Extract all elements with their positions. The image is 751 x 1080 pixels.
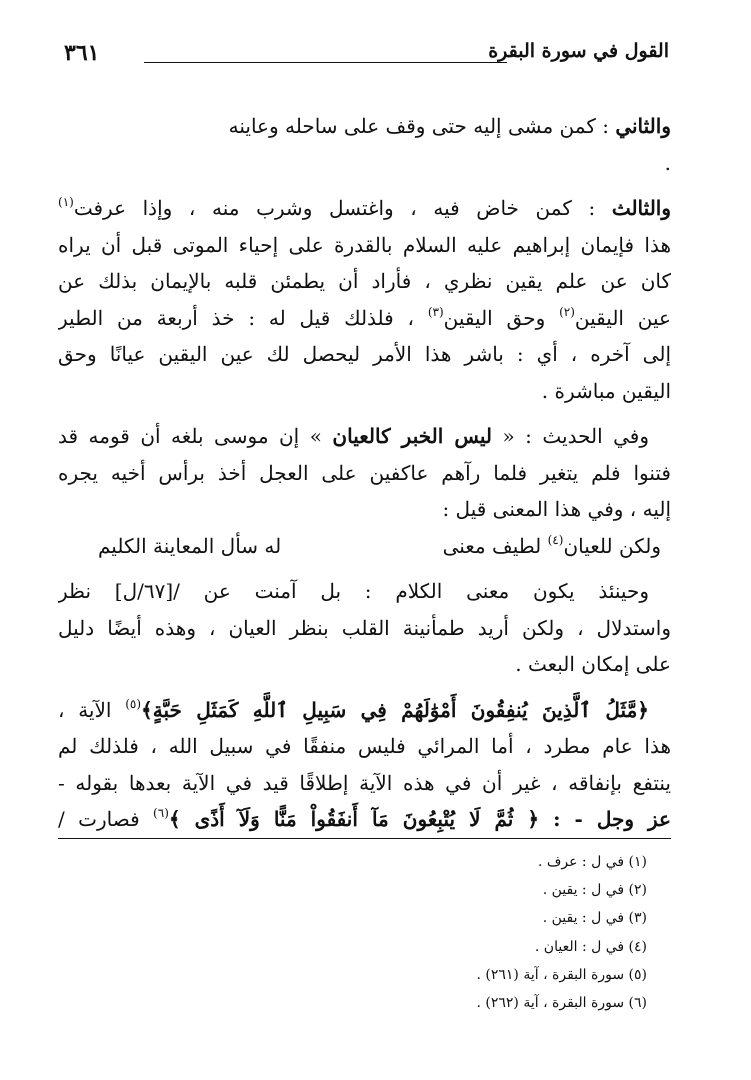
text-line bbox=[58, 145, 671, 182]
lead-word: والثالث bbox=[611, 196, 671, 220]
text-line: واستدلال ، ولكن أريد طمأنينة القلب بنظر العيان ، وهذه أيضًا دليل bbox=[58, 615, 671, 640]
text-line: فتنوا فلم يتغير فلما رآهم عاكفين على العجل أخذ برأس أخيه يجره bbox=[58, 460, 671, 485]
footnote-ref: (١) bbox=[58, 195, 74, 209]
text-line: كان عن علم يقين نظري ، فأراد أن يطمئن قلبه بالإيمان بذلك عن bbox=[58, 269, 671, 293]
footnote-ref: (٤) bbox=[547, 532, 564, 547]
quran-verse: عز وجل - : ﴿ ثُمَّ لَا يُتْبِعُونَ مَآ أَنفَقُواْ مَنًّا وَلَآ أَذًى ﴾ bbox=[168, 807, 671, 831]
verse-second-hemistich: له سأل المعاينة الكليم bbox=[98, 533, 282, 558]
text-line bbox=[58, 801, 671, 839]
header-rule bbox=[144, 62, 507, 63]
footnote: (٦) سورة البقرة ، آية (٢٦٢) . bbox=[476, 994, 647, 1011]
text-line: هذا فإيمان إبراهيم عليه السلام بالقدرة على إحياء الموتى قبل أن يراه bbox=[58, 232, 671, 257]
footnotes bbox=[476, 848, 647, 1017]
line-text: ولكن للعيان bbox=[563, 533, 661, 558]
line-text: عين اليقين bbox=[574, 305, 671, 330]
page-number: ٣٦١ bbox=[64, 40, 100, 66]
footnote-ref: (٦) bbox=[153, 806, 169, 820]
line-text: وفي الحديث : « bbox=[492, 424, 649, 448]
line-text: وحق اليقين bbox=[443, 305, 560, 330]
running-title: القول في سورة البقرة bbox=[488, 40, 669, 62]
footnote-ref: (٣) bbox=[427, 304, 444, 319]
verse-first-hemistich bbox=[443, 528, 661, 565]
line-text: ، فلذلك قيل له : خذ أربعة من الطير bbox=[58, 305, 428, 330]
quran-verse: ﴿مَّثَلُ ٱلَّذِينَ يُنفِقُونَ أَمْوَٰلَهُمْ فِي سَبِيلِ ٱللَّهِ كَمَثَلِ حَبَّةٍ﴾ bbox=[141, 697, 650, 722]
line-text: : كمن خاض فيه ، واغتسل وشرب منه ، وإذا عرفت bbox=[73, 196, 612, 220]
poetry-verse bbox=[58, 528, 671, 565]
paragraph-gap bbox=[58, 181, 671, 190]
main-text bbox=[58, 108, 671, 839]
line-text: لطيف معنى bbox=[442, 533, 548, 558]
text-line bbox=[58, 190, 671, 227]
text-line: إلى آخره ، أي : باشر هذا الأمر ليحصل لك عين اليقين عيانًا وحق bbox=[58, 342, 671, 366]
footnote: (٥) سورة البقرة ، آية (٢٦١) . bbox=[476, 966, 647, 983]
footnote: (٢) في ل : يقين . bbox=[542, 882, 647, 899]
text-line: اليقين مباشرة . bbox=[541, 378, 671, 403]
footnote-ref: (٢) bbox=[559, 304, 575, 319]
text-line bbox=[58, 108, 671, 145]
text-line: ينتفع بإنفاقه ، غير أن في هذه الآية إطلاقًا قيد في الآية بعدها بقوله - bbox=[58, 770, 671, 795]
text-line bbox=[58, 418, 671, 455]
line-text: الآية ، bbox=[58, 697, 126, 722]
hadith-text: ليس الخبر كالعيان bbox=[332, 424, 492, 448]
footnote: (٤) في ل : العيان . bbox=[534, 938, 647, 955]
line-text: » إن موسى بلغه أن قومه قد bbox=[58, 424, 333, 448]
text-line: وحينئذ يكون معنى الكلام : بل آمنت عن /[٦٧/ل] نظر bbox=[58, 579, 649, 603]
text-line: على إمكان البعث . bbox=[515, 652, 671, 676]
paragraph-gap bbox=[58, 409, 671, 418]
page-header bbox=[64, 40, 669, 80]
text-line: إليه ، وفي هذا المعنى قيل : bbox=[442, 497, 671, 521]
footnote: (١) في ل : عرف . bbox=[537, 854, 647, 870]
text-line bbox=[58, 300, 671, 337]
text-line bbox=[58, 692, 671, 729]
footnote: (٣) في ل : يقين . bbox=[542, 910, 647, 927]
paragraph-gap bbox=[58, 683, 671, 692]
footnote-ref: (٥) bbox=[125, 696, 142, 711]
paragraph-gap bbox=[58, 564, 671, 573]
lead-word: والثاني bbox=[615, 114, 671, 138]
line-text: . bbox=[664, 150, 671, 175]
line-text: : كمن مشى إليه حتى وقف على ساحله وعاينه bbox=[228, 114, 616, 138]
text-line: هذا عام مطرد ، أما المرائي فليس منفقًا في سبيل الله ، فلذلك لم bbox=[58, 734, 671, 758]
line-text: فصارت / bbox=[58, 807, 154, 831]
